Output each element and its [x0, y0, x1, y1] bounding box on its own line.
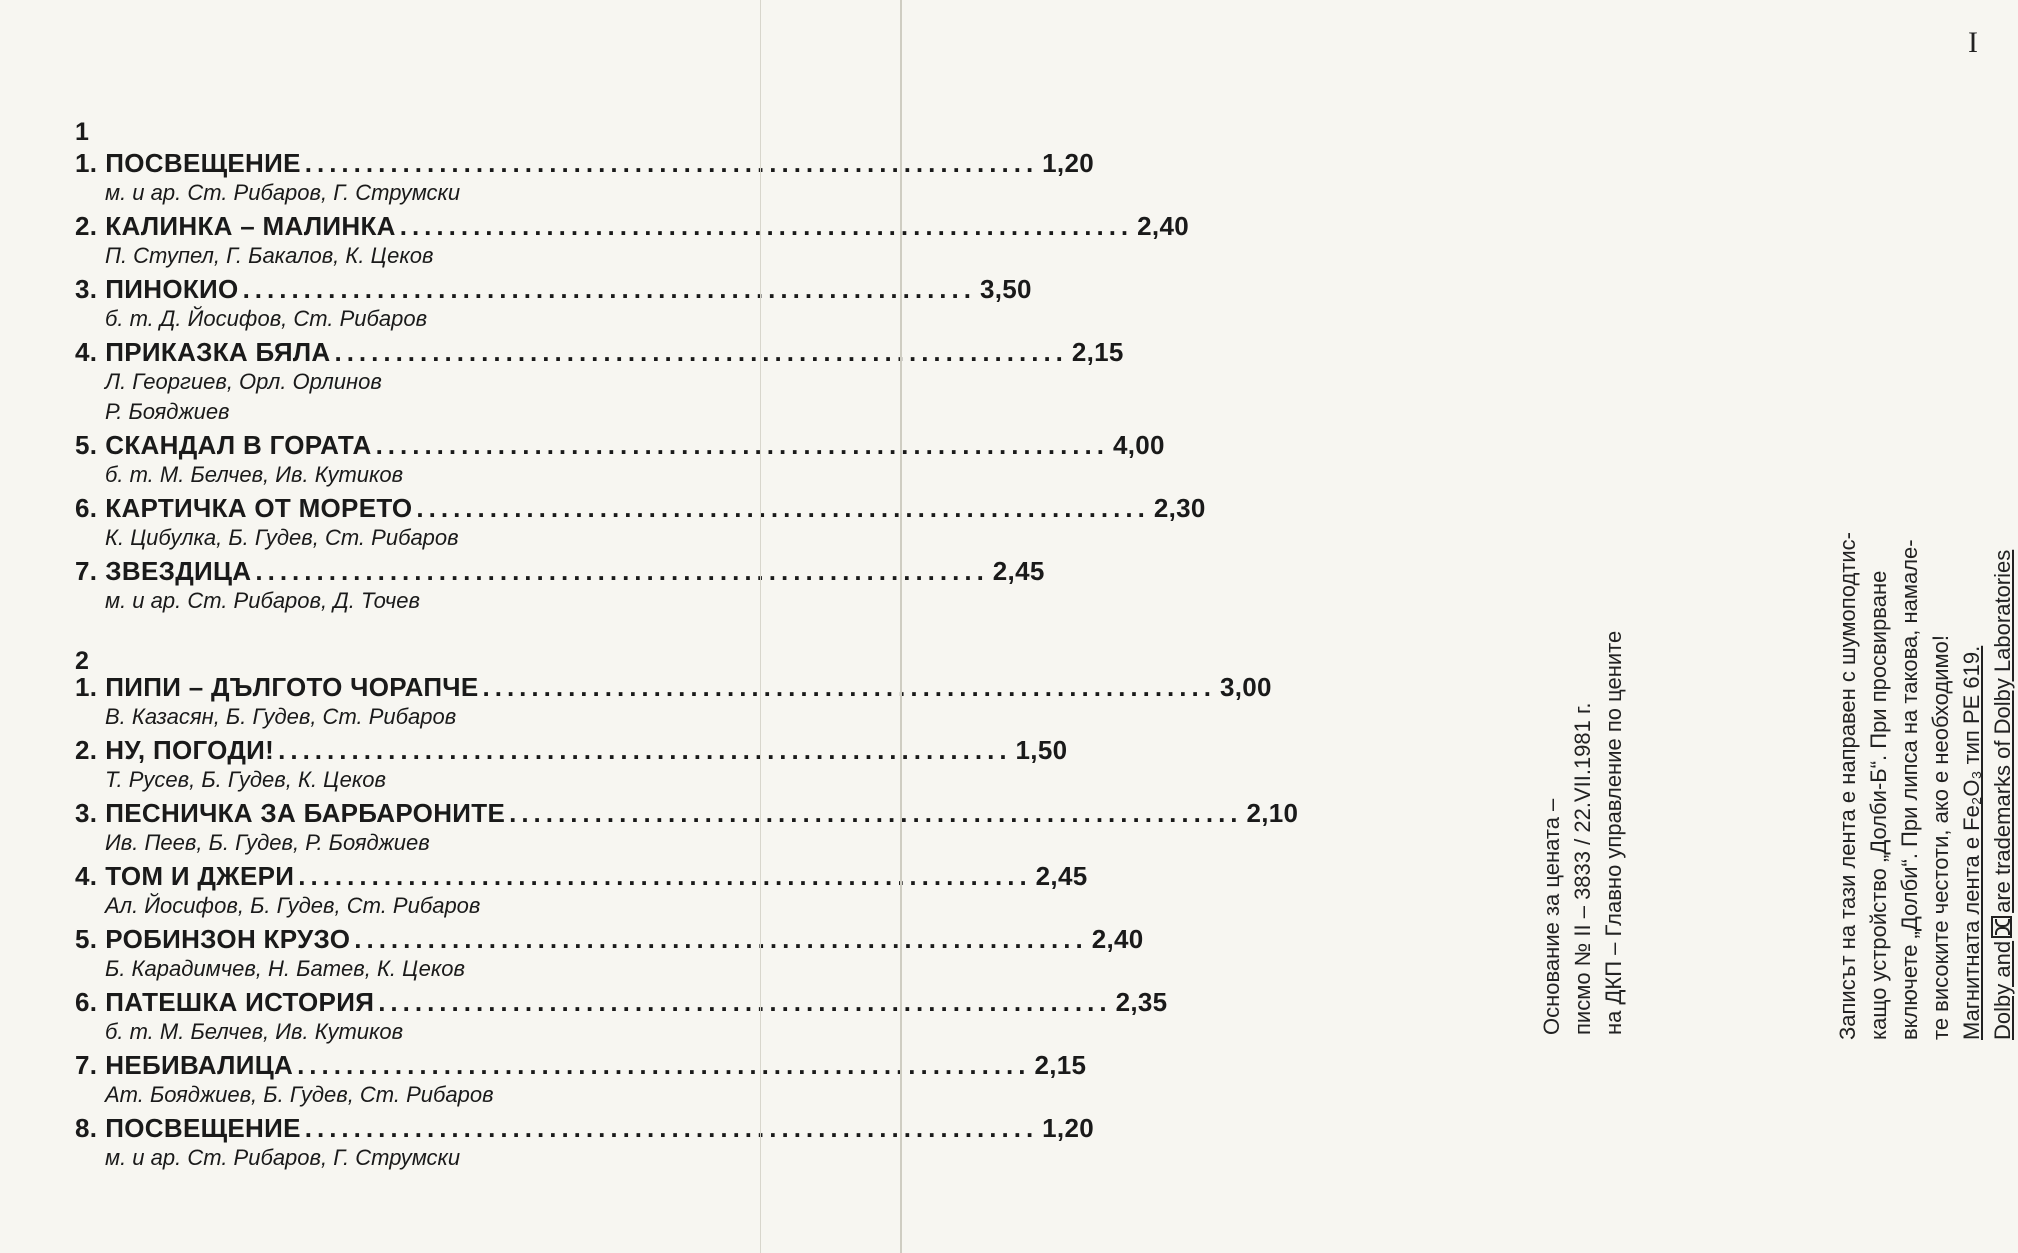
- track-credits: Р. Бояджиев: [105, 399, 230, 424]
- track-credits: Ив. Пеев, Б. Гудев, Р. Бояджиев: [105, 830, 430, 855]
- track-title: ПЕСНИЧКА ЗА БАРБАРОНИТЕ: [105, 798, 506, 828]
- track-title: КАРТИЧКА ОТ МОРЕТО: [105, 493, 413, 523]
- track-title: НУ, ПОГОДИ!: [105, 735, 275, 765]
- side-1-number: 1: [75, 118, 89, 146]
- track-number: 2.: [75, 211, 98, 241]
- price-note-line: писмо № II – 3833 / 22.VII.1981 г.: [1570, 702, 1595, 1035]
- track-credits: б. т. М. Белчев, Ив. Кутиков: [105, 462, 404, 487]
- tech-note-line: Магнитната лента е Fe₂O₃ тип PE 619.: [1959, 645, 1984, 1040]
- dot-leader: ............................................................: [399, 211, 1134, 241]
- track-number: 2.: [75, 735, 98, 765]
- track-title: ПРИКАЗКА БЯЛА: [105, 337, 331, 367]
- dot-leader: ............................................................: [509, 798, 1243, 828]
- dolby-trademark-pre: Dolby and: [1990, 940, 2015, 1040]
- track-number: 5.: [75, 430, 98, 460]
- dolby-trademark-post: are trademarks of Dolby Laboratories: [1990, 549, 2015, 913]
- dot-leader: ............................................................: [334, 337, 1068, 367]
- track-title-row: [75, 798, 1299, 828]
- track-credits: В. Казасян, Б. Гудев, Ст. Рибаров: [105, 704, 457, 729]
- dot-leader: ............................................................: [242, 274, 976, 304]
- track-item: [75, 924, 1144, 984]
- track-item: [75, 1050, 1087, 1110]
- track-item: [75, 1113, 1094, 1173]
- track-number: 3.: [75, 798, 98, 828]
- track-number: 6.: [75, 987, 98, 1017]
- track-number: 4.: [75, 337, 98, 367]
- track-duration: 2,40: [1137, 211, 1189, 241]
- track-credits: К. Цибулка, Б. Гудев, Ст. Рибаров: [105, 525, 459, 550]
- side-2-number: 2: [75, 647, 89, 675]
- track-number: 1.: [75, 148, 98, 178]
- track-credits: П. Ступел, Г. Бакалов, К. Цеков: [105, 243, 434, 268]
- track-duration: 2,10: [1246, 798, 1299, 828]
- price-note: [1536, 631, 1629, 1035]
- track-number: 3.: [75, 274, 98, 304]
- track-duration: 3,00: [1219, 672, 1272, 702]
- track-title-row: [75, 1113, 1094, 1143]
- track-title: ПОСВЕЩЕНИЕ: [105, 148, 301, 178]
- track-credits: м. и ар. Ст. Рибаров, Г. Струмски: [105, 180, 461, 205]
- track-duration: 2,45: [992, 556, 1045, 586]
- track-title-row: [75, 987, 1168, 1017]
- track-credits: м. и ар. Ст. Рибаров, Г. Струмски: [105, 1145, 461, 1170]
- dot-leader: ............................................................: [297, 1050, 1031, 1080]
- track-duration: 2,15: [1071, 337, 1124, 367]
- track-duration: 2,40: [1091, 924, 1144, 954]
- dot-leader: ............................................................: [304, 1113, 1039, 1143]
- dot-leader: ............................................................: [482, 672, 1216, 702]
- track-item: [75, 274, 1032, 334]
- track-title-row: [75, 924, 1144, 954]
- track-duration: 2,15: [1034, 1050, 1087, 1080]
- track-duration: 4,00: [1112, 430, 1165, 460]
- track-duration: 2,35: [1115, 987, 1168, 1017]
- dot-leader: ............................................................: [354, 924, 1088, 954]
- dot-leader: ............................................................: [378, 987, 1112, 1017]
- page-mark: I: [1968, 26, 1978, 59]
- track-item: [75, 148, 1094, 208]
- dolby-logo-icon: [1991, 916, 2012, 938]
- track-title-row: [75, 493, 1206, 523]
- track-item: [75, 430, 1165, 490]
- track-duration: 2,30: [1153, 493, 1206, 523]
- track-credits: Ал. Йосифов, Б. Гудев, Ст. Рибаров: [105, 893, 481, 918]
- track-title: ПИПИ – ДЪЛГОТО ЧОРАПЧЕ: [105, 672, 479, 702]
- track-duration: 1,20: [1042, 148, 1094, 178]
- track-title-row: [75, 337, 1124, 367]
- track-credits: б. т. Д. Йосифов, Ст. Рибаров: [105, 306, 428, 331]
- track-title-row: [75, 1050, 1087, 1080]
- track-number: 1.: [75, 672, 98, 702]
- track-number: 8.: [75, 1113, 98, 1143]
- dolby-trademark-line: [1987, 532, 2018, 1040]
- track-number: 6.: [75, 493, 98, 523]
- track-title: ПАТЕШКА ИСТОРИЯ: [105, 987, 375, 1017]
- track-title: ЗВЕЗДИЦА: [105, 556, 252, 586]
- track-item: [75, 211, 1189, 271]
- track-title-row: [75, 861, 1088, 891]
- dot-leader: ............................................................: [416, 493, 1150, 523]
- track-number: 4.: [75, 861, 98, 891]
- track-number: 7.: [75, 556, 98, 586]
- track-item: [75, 337, 1124, 427]
- track-title: ТОМ И ДЖЕРИ: [105, 861, 295, 891]
- track-item: [75, 493, 1206, 553]
- dot-leader: ............................................................: [255, 556, 989, 586]
- tech-note-line: Записът на тази лента е направен с шумоподтис-: [1835, 532, 1860, 1040]
- tech-note-line: включете „Долби“. При липса на такова, намале-: [1897, 539, 1922, 1040]
- track-credits: Б. Карадимчев, Н. Батев, К. Цеков: [105, 956, 465, 981]
- track-credits: Л. Георгиев, Орл. Орлинов: [105, 369, 382, 394]
- track-number: 5.: [75, 924, 98, 954]
- price-note-line: Основание за цената –: [1539, 798, 1564, 1035]
- track-number: 7.: [75, 1050, 98, 1080]
- track-credits: м. и ар. Ст. Рибаров, Д. Точев: [105, 588, 421, 613]
- dot-leader: ............................................................: [375, 430, 1109, 460]
- track-item: [75, 735, 1068, 795]
- track-title-row: [75, 274, 1032, 304]
- track-duration: 1,50: [1015, 735, 1068, 765]
- dot-leader: ............................................................: [298, 861, 1032, 891]
- track-title-row: [75, 430, 1165, 460]
- track-title: ПИНОКИО: [105, 274, 239, 304]
- track-title: РОБИНЗОН КРУЗО: [105, 924, 351, 954]
- tech-note-line: те високите честоти, ако е необходимо!: [1928, 635, 1953, 1040]
- dot-leader: ............................................................: [304, 148, 1039, 178]
- track-title-row: [75, 735, 1068, 765]
- track-item: [75, 798, 1299, 858]
- track-credits: Ат. Бояджиев, Б. Гудев, Ст. Рибаров: [105, 1082, 494, 1107]
- track-title-row: [75, 556, 1045, 586]
- track-title: СКАНДАЛ В ГОРАТА: [105, 430, 372, 460]
- track-item: [75, 556, 1045, 616]
- dot-leader: ............................................................: [278, 735, 1012, 765]
- track-title-row: [75, 672, 1272, 702]
- track-title-row: [75, 148, 1094, 178]
- track-duration: 3,50: [979, 274, 1032, 304]
- track-title: ПОСВЕЩЕНИЕ: [105, 1113, 301, 1143]
- track-title: КАЛИНКА – МАЛИНКА: [105, 211, 396, 241]
- price-note-line: на ДКП – Главно управление по цените: [1601, 630, 1626, 1035]
- track-item: [75, 861, 1088, 921]
- track-credits: Т. Русев, Б. Гудев, К. Цеков: [105, 767, 386, 792]
- tech-note-line: кащо устройство „Долби-Б“. При просвирване: [1866, 570, 1891, 1040]
- track-title-row: [75, 211, 1189, 241]
- track-credits: б. т. М. Белчев, Ив. Кутиков: [105, 1019, 404, 1044]
- track-item: [75, 672, 1272, 732]
- tech-note: [1832, 532, 2018, 1040]
- track-title: НЕБИВАЛИЦА: [105, 1050, 294, 1080]
- track-item: [75, 987, 1168, 1047]
- track-duration: 1,20: [1042, 1113, 1094, 1143]
- track-duration: 2,45: [1035, 861, 1088, 891]
